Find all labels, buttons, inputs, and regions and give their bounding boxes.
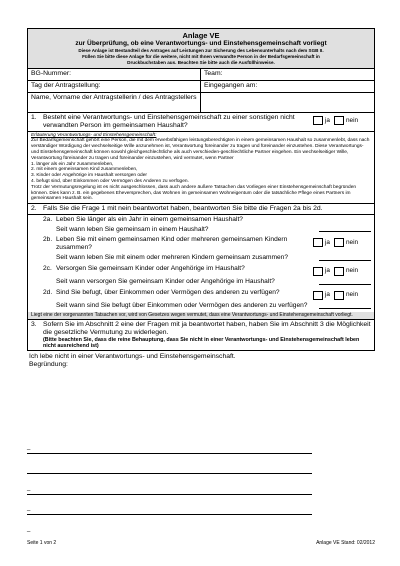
row-name [27, 93, 375, 113]
question-2d [28, 288, 374, 301]
question-2c-text: Versorgen Sie gemeinsam Kinder oder Angehörige im Haushalt? [56, 264, 245, 272]
explanation-item: 3. Kinder oder Angehörige im Haushalt versorgen oder [31, 173, 147, 179]
question-3-number: 3. [31, 321, 37, 329]
q2d-yes-checkbox[interactable] [313, 291, 323, 300]
question-2-number: 2. [31, 205, 37, 213]
reason-line-input[interactable] [27, 495, 312, 516]
question-2d-followup [28, 301, 374, 312]
bg-number-field[interactable]: BG-Nummer: [28, 69, 201, 80]
question-2a-number: 2a. [43, 215, 53, 223]
question-3-warning: (Bitte beachten Sie, dass die reine Behauptung, dass Sie nicht in einer Verantwortungs- und Einstehensgemeinschaft leben nicht ausreichend ist) [43, 336, 360, 349]
reason-line-dash: _ [27, 443, 31, 450]
question-2c-answer [313, 267, 371, 276]
question-2b-date-input[interactable] [319, 254, 371, 261]
form-note-1: Diese Anlage ist Bestandteil des Antrages auf Leistungen zur Sicherung des Lebensunterhalts nach dem SGB II. [78, 48, 324, 53]
q2d-no-checkbox[interactable] [334, 291, 344, 300]
q1-no-checkbox[interactable] [334, 116, 344, 125]
form-version: Anlage VE Stand: 02/2012 [316, 540, 375, 546]
reason-line-input[interactable] [27, 433, 312, 454]
team-field[interactable]: Team: [204, 70, 223, 78]
applicant-name-field[interactable]: Name, Vorname der Antragstellerin / des Antragstellers [28, 93, 201, 112]
explanation-item: 2. mit einem gemeinsamen Kind zusammenleben, [31, 167, 138, 173]
question-2b-answer [313, 238, 371, 247]
reason-line-input[interactable] [27, 454, 312, 475]
question-2a-text: Leben Sie länger als ein Jahr in einem gemeinsamen Haushalt? [56, 215, 243, 223]
question-2c-number: 2c. [43, 264, 52, 272]
statement-text: Ich lebe nicht in einer Verantwortungs- und Einstehensgemeinschaft. [29, 353, 236, 361]
q2c-yes-label: ja [325, 267, 330, 275]
q2b-no-label: nein [345, 239, 359, 247]
application-date-field[interactable]: Tag der Antragstellung: [28, 81, 201, 92]
reason-line-dash: _ [27, 525, 31, 532]
question-2a-followup-text: Seit wann leben Sie gemeinsam in einem Haushalt? [56, 225, 209, 233]
question-3-text: Sofern Sie im Abschnitt 2 eine der Fragen mit ja beantwortet haben, haben Sie im Abschnitt 3 die Möglichkeit die gesetzliche Vermutung zu widerlegen. [43, 321, 371, 336]
question-2b-followup [28, 253, 374, 264]
question-2d-answer [313, 291, 371, 300]
form-note-3: Druckbuchstaben aus. Beachten Sie bitte auch die Ausfüllhinweise. [127, 59, 275, 65]
question-2a [28, 215, 374, 225]
question-1-number: 1. [31, 114, 37, 122]
q2d-no-label: nein [345, 291, 359, 299]
received-date-field[interactable]: Eingegangen am: [204, 82, 258, 90]
form-note-2: Füllen Sie bitte diese Anlage für die weitere, nicht mit Ihnen verwandte Person in der Bedarfsgemeinschaft in [82, 53, 320, 59]
question-2d-number: 2d. [43, 288, 53, 296]
reason-line-dash: _ [27, 484, 31, 491]
question-2 [27, 204, 375, 215]
reason-lines [27, 433, 312, 535]
question-3-body [43, 321, 371, 349]
explanation-block [27, 132, 375, 205]
question-2c-date-input[interactable] [319, 278, 371, 285]
question-1 [27, 113, 375, 131]
form-title: Anlage VE [182, 31, 220, 40]
question-2d-followup-text: Seit wann sind Sie befugt über Einkommen oder Vermögen des anderen zu verfügen? [56, 301, 308, 309]
question-3 [27, 320, 375, 351]
row-dates [27, 81, 375, 93]
question-1-answer [313, 116, 371, 125]
question-2c-followup [28, 277, 374, 288]
reason-line-dash: _ [27, 505, 31, 511]
question-2b-followup-text: Seit wann leben Sie mit einem oder mehreren Kindern gemeinsam zusammen? [56, 253, 288, 261]
question-2a-date-input[interactable] [319, 225, 371, 232]
row-bg-team [27, 69, 375, 81]
question-1-text: Besteht eine Verantwortungs- und Einstehensgemeinschaft zu einer sonstigen nicht verwandten Person im gemeinsamen Haushalt? [43, 114, 295, 129]
form-header [27, 28, 375, 69]
presumption-note: Liegt eine der vorgenannten Tatsachen vor, wird von Gesetzes wegen vermutet, dass eine Verantwortungs- und Einstehensgemeinschaft vorliegt. [27, 312, 375, 321]
form-page [27, 28, 375, 369]
reason-line-input[interactable] [27, 474, 312, 495]
question-2c [28, 264, 374, 277]
q2c-no-checkbox[interactable] [334, 267, 344, 276]
reason-line-input[interactable] [27, 515, 312, 535]
page-number: Seite 1 von 2 [27, 540, 57, 546]
question-2b-text: Leben Sie mit einem gemeinsamen Kind oder mehreren gemeinsamen Kindern zusammen? [56, 236, 288, 251]
question-2b [28, 235, 374, 252]
q1-yes-checkbox[interactable] [313, 116, 323, 125]
question-2-subquestions [27, 215, 375, 312]
form-subtitle: zur Überprüfung, ob eine Verantwortungs- und Einstehensgemeinschaft vorliegt [75, 40, 327, 47]
explanation-item: 4. befugt sind, über Einkommen oder Vermögen des Anderen zu verfügen. [31, 178, 189, 184]
question-2b-number: 2b. [43, 236, 53, 244]
question-2a-followup [28, 224, 374, 235]
question-2-text: Falls Sie die Frage 1 mit nein beantwortet haben, beantworten Sie bitte die Fragen 2a bis 2d. [43, 205, 323, 213]
q2c-no-label: nein [345, 267, 359, 275]
question-2c-followup-text: Seit wann versorgen Sie gemeinsam Kinder oder Angehörige im Haushalt? [56, 277, 275, 285]
explanation-item: 1. länger als ein Jahr zusammenleben, [31, 161, 114, 167]
reason-label: Begründung: [29, 361, 68, 369]
applicant-name-value[interactable] [201, 93, 374, 112]
q2b-no-checkbox[interactable] [334, 238, 344, 247]
page-footer [27, 540, 375, 546]
explanation-tail: Trotz der Vermutungsregelung ist es nicht ausgeschlossen, dass auch andere äußere Tatsachen das Vorliegen einer Einstehensgemeinschaft begründen können. Dies kann z. B. ein gegebenes Eheversprechen, das Wohnen im gemeinsamen Wohneigentum oder die tatsächliche Pflege eines Partners im gemeinsamen Haushalt sein. [31, 184, 357, 202]
question-2d-text: Sind Sie befugt, über Einkommen oder Vermögen des anderen zu verfügen? [56, 288, 280, 296]
q2d-yes-label: ja [325, 291, 330, 299]
q2c-yes-checkbox[interactable] [313, 267, 323, 276]
q1-no-label: nein [345, 117, 359, 125]
explanation-title: Erläuterung Verantwortungs- und Einstehensgemeinschaft: [31, 132, 157, 138]
question-2d-date-input[interactable] [319, 302, 371, 309]
q2b-yes-checkbox[interactable] [313, 238, 323, 247]
q2b-yes-label: ja [325, 239, 330, 247]
explanation-body: Zur Bedarfsgemeinschaft gehört eine Person, die mit dem erwerbsfähigen leistungsberechtigten in einem gemeinsamen Haushalt so zusammenlebt, dass nach verständiger Würdigung der wechselseitige Wille anzunehmen ist, Verantwortung füreinander zu tragen und füreinander einzustehen. Diese Verantwortungs- und Einstehensgemeinschaft können sowohl gleichgeschlechtliche als auch verschieden-geschlechtliche Partner eingehen. Ein wechselseitiger Wille, Verantwortung füreinander zu tragen und füreinander einzustehen, wird vermutet, wenn Partner [31, 138, 370, 161]
q1-yes-label: ja [325, 117, 330, 125]
